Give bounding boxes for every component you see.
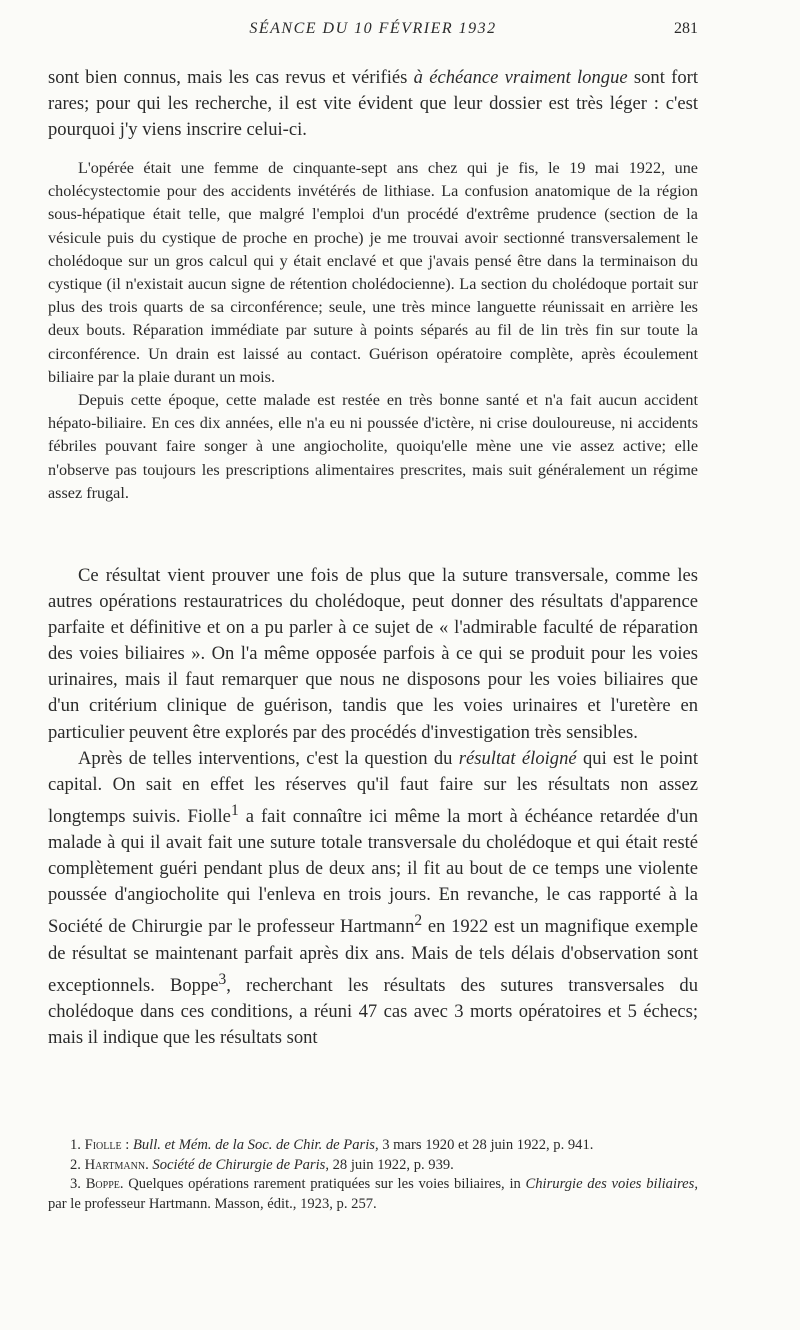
case-paragraph-1: L'opérée était une femme de cinquante-sept ans chez qui je fis, le 19 mai 1922, une cholécystectomie pour des accidents invétérés de lithiase. La confusion anatomique de la région sous-hépatique était telle, que malgré l'emploi d'un procédé d'extrême prudence (section de la vésicule puis du cystique de proche en proche) je me trouvai avoir sectionné transversalement le cholédoque sur un gros calcul qui y était enclavé et que j'avais pensé être dans la terminaison du cystique (il n'existait aucun signe de rétention cholédocienne). La section du cholédoque portait sur plus des trois quarts de sa circonférence; seule, une très mince languette réunissait en arrière les deux bouts. Réparation immédiate par suture à points séparés au fil de lin très fin sur toute la circonférence. Un drain est laissé au contact. Guérison opératoire complète, après écoulement biliaire par la plaie durant un mois. [48,159,698,386]
footnote-ref-2: 2 [414,912,423,930]
intro-block [48,65,698,143]
case-report-block [48,157,698,505]
footnote-3-author: Boppe [85,1176,120,1192]
footnote-ref-1: 1 [230,801,239,819]
p2-text-d: en 1922 est un magnifique exemple de résultat se maintenant parfait après dix ans. Mais de tels délais d'observation sont exceptionnels. Boppe [48,916,698,996]
footnote-2-rest: , 28 juin 1922, p. 939. [325,1156,454,1173]
footnote-1-number: 1. [70,1137,85,1153]
footnote-1-journal: Bull. et Mém. de la Soc. de Chir. de Paris [132,1137,375,1153]
footnote-3-book: Chirurgie des voies biliaires [525,1176,695,1192]
intro-paragraph [48,65,698,143]
footnote-2 [48,1156,698,1176]
page-header [48,20,698,44]
running-title: SÉANCE DU 10 FÉVRIER 1932 [249,20,497,37]
case-paragraph-2: Depuis cette époque, cette malade est restée en très bonne santé et n'a fait aucun accident hépato-biliaire. En ces dix années, elle n'a eu ni poussée d'ictère, ni crise douloureuse, ni accidents fébriles pouvant faire songer à une angiocholite, quoiqu'elle mène une vie assez active; elle n'observe pas toujours les prescriptions alimentaires prescrites, mais suit généralement un régime assez frugal. [48,391,698,502]
footnote-3-number: 3. [70,1176,86,1192]
p2-text-e: , recherchant les résultats des sutures transversales du cholédoque dans ces conditions, a réuni 47 cas avec 3 morts opératoires et 5 échecs; mais il indique que les résultats sont [48,974,698,1049]
p2-italic: résultat éloigné [458,747,577,769]
footnote-ref-3: 3 [218,970,227,988]
footnote-1-author: Fiolle [84,1137,122,1153]
discussion-paragraph-1: Ce résultat vient prouver une fois de plus que la suture transversale, comme les autres opérations restauratrices du cholédoque, peut donner des résultats d'apparence parfaite et définitive et on a pu parler à ce sujet de « l'admirable faculté de réparation des voies biliaires ». On l'a même opposée parfois à ce qui se produit pour les voies urinaires, mais il faut remarquer que nous ne disposons pour les voies biliaires que d'un critérium clinique de guérison, tandis que les voies urinaires et l'uretère en particulier peuvent être explorés par des procédés d'investigation très sensibles. [48,565,698,743]
footnote-3 [48,1175,698,1214]
p2-text-c: a fait connaître ici même la mort à échéance retardée d'un malade à qui il avait fait une suture totale transversale du cholédoque et qui était resté complètement guéri pendant plus de deux ans; il fit au bout de ce temps une violente poussée d'angiocholite qui l'enleva en trois jours. En revanche, le cas rapporté à la Société de Chirurgie par le professeur Hartmann [48,806,699,938]
footnote-1-separator: : [121,1137,133,1153]
footnotes [48,1136,698,1214]
footnote-2-journal: Société de Chirurgie de Paris [152,1156,326,1173]
discussion-block [48,563,698,1051]
p2-text-b: qui est le point capital. On sait en effet les réserves qu'il faut faire sur les résultats non assez longtemps suivis. Fiolle [48,747,698,828]
footnote-3-rest: , par le professeur Hartmann. Masson, édit., 1923, p. 257. [48,1176,698,1212]
footnote-3-text: . Quelques opérations rarement pratiquées sur les voies biliaires, in [119,1176,526,1192]
intro-text-a: sont bien connus, mais les cas revus et vérifiés [48,67,414,88]
page-number: 281 [674,20,698,37]
footnote-1-rest: , 3 mars 1920 et 28 juin 1922, p. 941. [374,1137,594,1153]
footnote-2-author: Hartmann [84,1156,146,1173]
footnote-1 [48,1136,698,1156]
footnote-2-number: 2. [70,1156,85,1173]
intro-italic: à échéance vraiment longue [413,67,628,88]
discussion-paragraph-2 [48,746,698,1052]
p2-text-a: Après de telles interventions, c'est la question du [78,747,459,769]
intro-text-b: sont fort rares; pour qui les recherche, il est vite évident que leur dossier est très léger : c'est pourquoi j'y viens inscrire celui-ci. [48,67,698,141]
footnote-2-separator: . [145,1156,153,1173]
